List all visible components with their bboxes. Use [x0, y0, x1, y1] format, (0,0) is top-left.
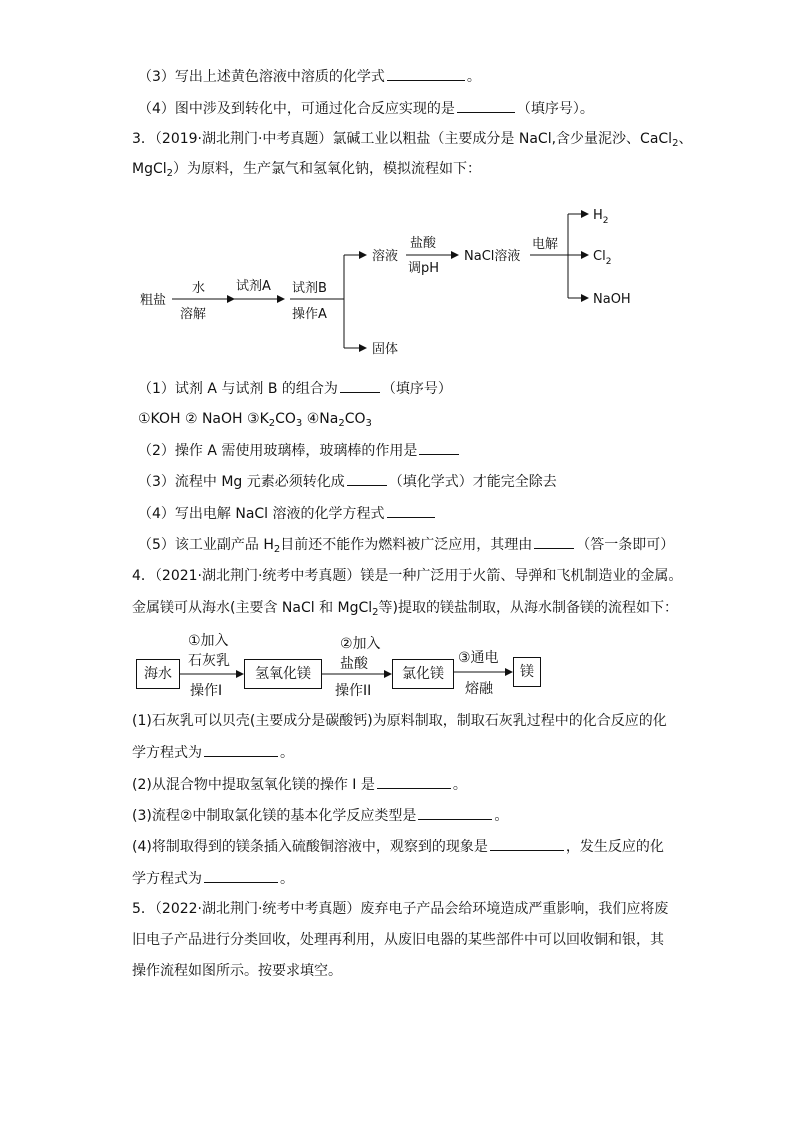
- product-naoh: NaOH: [593, 292, 631, 307]
- subscript: 2: [273, 544, 281, 555]
- question-text: （4）图中涉及到转化中，可通过化合反应实现的是: [138, 101, 455, 117]
- option-text: CO: [344, 411, 366, 427]
- answer-blank[interactable]: [490, 836, 564, 851]
- question-text: （填序号）。: [516, 101, 594, 117]
- label-electrolysis: 电解: [532, 237, 559, 252]
- question-text: 5．（2022·湖北荆门·统考中考真题）废弃电子产品会给环境造成严重影响，我们应将废: [132, 901, 669, 917]
- question-4-4: [132, 836, 664, 857]
- label-step3-electrolysis: ③通电: [458, 650, 499, 666]
- question-text: （答一条即可）: [576, 537, 675, 553]
- node-magnesium-chloride: 氯化镁: [392, 659, 454, 689]
- answer-blank[interactable]: [204, 742, 278, 757]
- label-operation-1: 操作I: [190, 683, 223, 699]
- question-text: 操作流程如图所示。按要求填空。: [132, 963, 342, 979]
- label-reagent-a: 试剂A: [236, 279, 271, 294]
- node-magnesium-hydroxide: 氢氧化镁: [244, 659, 322, 689]
- question-text: (1)石灰乳可以贝壳(主要成分是碳酸钙)为原料制取，制取石灰乳过程中的化合反应的化: [132, 713, 667, 729]
- label-step1-line2: 石灰乳: [188, 653, 230, 669]
- question-text: (3)流程②中制取氯化镁的基本化学反应类型是: [132, 808, 417, 824]
- answer-blank[interactable]: [377, 774, 451, 789]
- node-seawater: 海水: [136, 659, 180, 689]
- question-text: (4)将制取得到的镁条插入硫酸铜溶液中，观察到的现象是: [132, 839, 488, 855]
- question-text: 。: [280, 871, 294, 887]
- question-text: ）为原料，生产氯气和氢氧化钠，模拟流程如下：: [173, 161, 482, 177]
- question-text: MgCl: [132, 161, 167, 177]
- question-text: 。: [494, 808, 509, 824]
- option-text: CO: [275, 411, 296, 427]
- subscript: 2: [338, 418, 345, 429]
- option-text: ④Na: [302, 411, 339, 427]
- question-4-1-cont: [132, 742, 294, 763]
- question-text: 4．（2021·湖北荆门·统考中考真题）镁是一种广泛用于火箭、导弹和飞机制造业的金属。: [132, 568, 683, 584]
- product-cl2: $Cl_2$: [593, 249, 612, 267]
- answer-blank[interactable]: [418, 805, 492, 820]
- label-reagent-b: 试剂B: [292, 281, 327, 296]
- label-operation-2: 操作II: [335, 683, 372, 699]
- question-4-4-cont: [132, 868, 294, 889]
- subscript: 3: [295, 418, 303, 429]
- option-text: ①KOH ② NaOH ③K: [138, 411, 269, 427]
- question-text: 学方程式为: [132, 871, 202, 887]
- node-solid: 固体: [372, 342, 399, 357]
- label-operation-a: 操作A: [292, 307, 327, 322]
- label-water: 水: [192, 281, 206, 296]
- label-adjust-ph: 调pH: [408, 261, 440, 276]
- subscript: 2: [166, 168, 174, 179]
- question-5-stem: [132, 899, 668, 919]
- question-text: （填序号）: [381, 381, 452, 397]
- node-solution: 溶液: [372, 249, 399, 264]
- question-text: (2)从混合物中提取氢氧化镁的操作 I 是: [132, 777, 375, 793]
- question-5-stem-cont: [132, 930, 664, 950]
- label-dissolve: 溶解: [180, 307, 207, 322]
- question-text: 。: [280, 745, 294, 761]
- node-nacl-solution: NaCl溶液: [464, 249, 521, 264]
- subscript: 2: [672, 138, 679, 149]
- question-text: ，发生反应的化: [565, 839, 664, 855]
- question-text: 。: [466, 69, 481, 85]
- answer-blank[interactable]: [204, 868, 278, 883]
- question-text: 等)提取的镁盐制取，从海水制备镁的流程如下：: [378, 600, 679, 616]
- label-step3-molten: 熔融: [465, 681, 493, 697]
- label-step1-line1: ①加入: [188, 633, 229, 649]
- question-text: （1）试剂 A 与试剂 B 的组合为: [138, 381, 338, 397]
- question-text: （4）写出电解 NaCl 溶液的化学方程式: [138, 506, 385, 522]
- question-text: 目前还不能作为燃料被广泛应用，其理由: [280, 537, 533, 553]
- label-hcl: 盐酸: [410, 236, 437, 251]
- subscript: 2: [372, 607, 379, 618]
- question-4-3: [132, 805, 508, 826]
- subscript: 2: [268, 418, 276, 429]
- question-4-2: [132, 774, 467, 795]
- question-4-1: [132, 711, 667, 731]
- question-text: （2）操作 A 需使用玻璃棒，玻璃棒的作用是: [138, 443, 418, 459]
- subscript: 3: [365, 418, 372, 429]
- question-text: （3）写出上述黄色溶液中溶质的化学式: [138, 69, 385, 85]
- node-magnesium: 镁: [513, 657, 541, 687]
- question-text: 金属镁可从海水(主要含 NaCl 和 MgCl: [132, 600, 373, 616]
- label-step2-line1: ②加入: [340, 636, 381, 652]
- question-text: （填化学式）才能完全除去: [388, 474, 557, 490]
- question-text: （3）流程中 Mg 元素必须转化成: [138, 474, 345, 490]
- question-text: 。: [452, 777, 467, 793]
- question-text: 旧电子产品进行分类回收，处理再利用，从废旧电器的某些部件中可以回收铜和银，其: [132, 932, 664, 948]
- question-text: 学方程式为: [132, 745, 202, 761]
- question-5-stem-cont2: [132, 961, 342, 981]
- product-h2: $H_2$: [593, 208, 609, 226]
- question-text: 、: [678, 131, 693, 147]
- node-crude-salt: 粗盐: [140, 293, 167, 308]
- label-step2-line2: 盐酸: [340, 656, 368, 672]
- question-text: 3．（2019·湖北荆门·中考真题）氯碱工业以粗盐（主要成分是 NaCl,含少量泥沙、CaCl: [132, 131, 673, 147]
- question-text: （5）该工业副产品 H: [138, 537, 274, 553]
